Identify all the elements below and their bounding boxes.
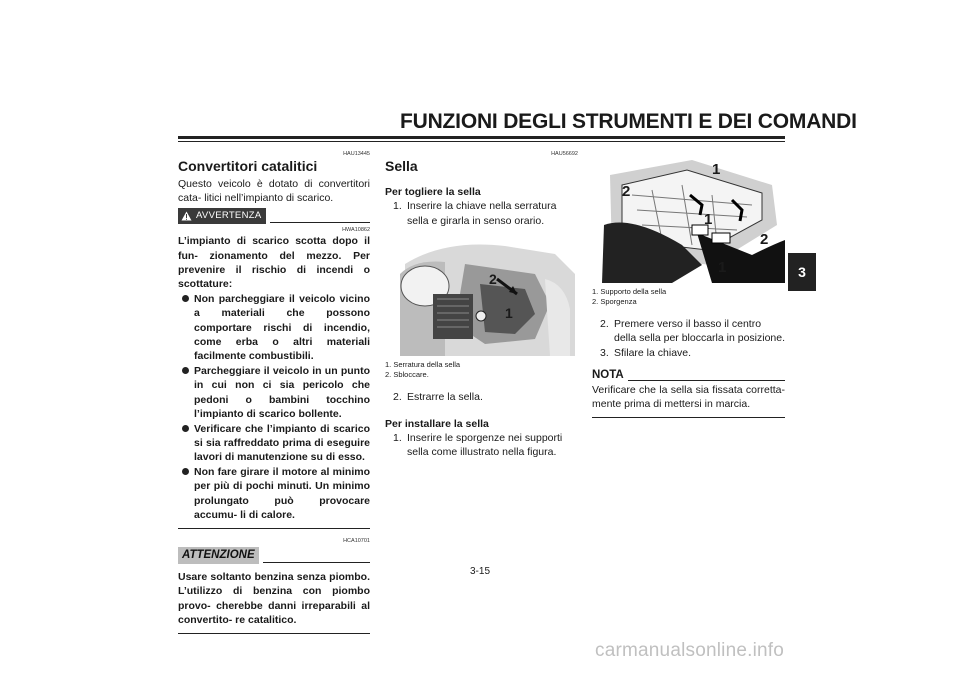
step: 3. Sfilare la chiave. (600, 346, 692, 359)
callout-number: 1 (712, 161, 721, 178)
step: 1. Inserire la chiave nella serratura sella e girarla in senso orario. (393, 200, 557, 227)
bullet-icon (182, 295, 189, 302)
divider (178, 633, 370, 634)
bullet-icon (182, 468, 189, 475)
watermark: carmanualsonline.info (595, 640, 785, 661)
warning-label: AVVERTENZA (196, 209, 262, 221)
column-seat-install (592, 150, 785, 418)
warning-text: L’impianto di scarico scotta dopo il fun- zionamento del mezzo. Per prevenire il rischio di incendi o scottature: (178, 235, 370, 291)
caution-label: ATTENZIONE (178, 547, 259, 563)
figure-caption: 1. Serratura della sella 2. Sbloccare. (385, 360, 461, 380)
header-rule (178, 136, 785, 139)
chapter-tab: 3 (788, 253, 816, 291)
column-catalytic (178, 150, 370, 634)
warning-badge (178, 208, 266, 224)
warning-triangle-icon (181, 211, 192, 221)
caution-header (178, 547, 370, 563)
column-seat (385, 150, 578, 460)
seat-lock-illustration (385, 234, 577, 356)
bullet-icon (182, 367, 189, 374)
seat-install-illustration (592, 155, 785, 283)
warning-list (178, 292, 370, 523)
divider (592, 417, 785, 418)
callout-number: 2 (760, 231, 769, 248)
section-heading: Convertitori catalitici (178, 158, 318, 174)
warning-header (178, 208, 370, 224)
callout-number: 1 (505, 305, 513, 322)
warning-item: Verificare che l’impianto di scarico si sia raffreddato prima di eseguire lavori di manutenzione su di esso. (178, 422, 370, 465)
step: 2. Premere verso il basso il centro della sella per bloccarla in posizione. (600, 318, 786, 345)
seat-install-photo (592, 155, 785, 283)
seat-lock-photo (385, 234, 577, 356)
warning-item: Parcheggiare il veicolo in un punto in cui non ci sia pericolo che pedoni o bambini tocchino l’impianto di scarico bollente. (178, 364, 370, 422)
note-label: NOTA (592, 369, 624, 382)
note-header (592, 368, 785, 382)
callout-number: 1 (704, 211, 713, 228)
warning-item: Non parcheggiare il veicolo vicino a materiali che possono comportare rischi di incendio, come erba o altri materiali facilmente combustibili. (178, 292, 370, 364)
step: 1. Inserire le sporgenze nei supporti sella come illustrato nella figura. (393, 432, 563, 459)
subheading: Per togliere la sella (385, 186, 481, 198)
callout-number: 1 (718, 259, 727, 276)
step: 2. Estrarre la sella. (393, 391, 483, 404)
divider (178, 528, 370, 529)
page-title: FUNZIONI DEGLI STRUMENTI E DEI COMANDI (400, 110, 857, 133)
section-heading: Sella (385, 158, 418, 174)
bullet-icon (182, 425, 189, 432)
figure-caption: 1. Supporto della sella 2. Sporgenza (592, 287, 667, 306)
callout-number: 2 (489, 271, 497, 288)
caution-code: HCA10701 (343, 538, 370, 545)
page-number: 3-15 (469, 566, 490, 577)
subheading: Per installare la sella (385, 417, 489, 430)
callout-number: 2 (622, 183, 631, 200)
caution-text: Usare soltanto benzina senza piombo. L’utilizzo di benzina con piombo provo- cherebbe danni irreparabili al convertito- re catalitico. (178, 570, 370, 626)
header-rule-thin (178, 141, 785, 142)
warning-item: Non fare girare il motore al minimo per più di pochi minuti. Un minimo prolungato può provocare accumu- li di calore. (178, 465, 370, 523)
note-text: Verificare che la sella sia fissata corretta- mente prima di mettersi in marcia. (592, 383, 785, 411)
intro-text: Questo veicolo è dotato di convertitori cata- litici nell’impianto di scarico. (178, 178, 370, 205)
ref-code: HAU13445 (343, 151, 370, 157)
ref-code: HAU56692 (551, 151, 578, 157)
warning-code: HWA10862 (342, 227, 370, 234)
